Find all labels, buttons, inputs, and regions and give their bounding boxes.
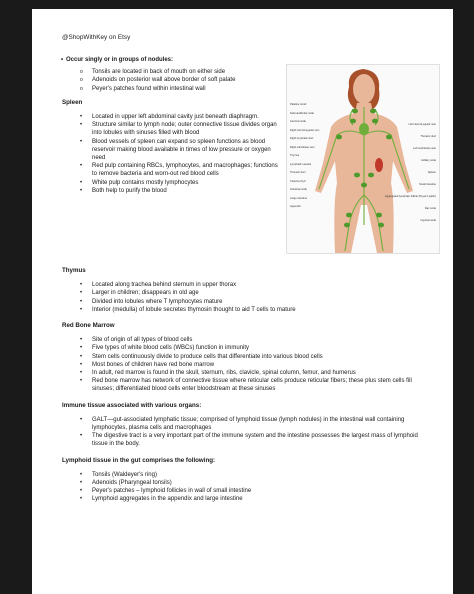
document-page <box>32 9 453 594</box>
nodules-intro: • Occur singly or in groups of nodules: <box>62 56 280 64</box>
gut-list <box>62 471 418 504</box>
list-item: • GALT—gut-associated lymphatic tissue; comprised of lymphoid tissue (lymph nodules) in the intestinal wall containing lymphocytes, plasma cells and macrophages <box>62 416 418 432</box>
lymph-node <box>370 109 376 114</box>
lymph-node <box>336 135 342 140</box>
list-item: • White pulp contains mostly lymphocytes <box>62 179 280 187</box>
lower-content <box>62 267 418 504</box>
gut-title: Lymphoid tissue in the gut comprises the following: <box>62 456 216 464</box>
lymph-node <box>346 213 352 218</box>
figure-label: Thoracic duct <box>420 135 436 138</box>
figure-label: Appendix <box>290 205 301 208</box>
list-item: • Adenoids (Pharyngeal tonsils) <box>62 479 418 487</box>
figure-label: Cisterna chyli <box>290 179 306 183</box>
figure-label: Thoracic duct <box>290 171 306 174</box>
list-item: • Blood vessels of spleen can expand so spleen functions as blood reservoir making blood available in times of low pressure or oxygen need <box>62 138 280 163</box>
figure-label: Iliac node <box>424 207 436 210</box>
list-item: • Stem cells continuously divide to produce cells that differentiate into various blood cells <box>62 353 418 361</box>
list-item: • Red pulp containing RBCs, lymphocytes, and macrophages; functions to remove bacteria and worn-out red blood cells <box>62 162 280 178</box>
list-item: • Located in upper left abdominal cavity just beneath diaphragm. <box>62 113 280 121</box>
list-item: o Peyer's patches found within intestinal wall <box>62 85 280 93</box>
list-item: • Interior (medulla) of lobule secretes thymosin thought to aid T cells to mature <box>62 306 418 314</box>
thymus-list <box>62 281 418 314</box>
lymph-node <box>344 223 350 228</box>
figure-label: Axillary node <box>421 159 436 162</box>
figure-label: Small intestine <box>419 183 436 186</box>
figure-label: Right subclavian vein <box>290 145 315 149</box>
figure-label: Palatine tonsil <box>290 103 307 106</box>
figure-label: Thymus <box>290 154 300 157</box>
figure-label: Spleen <box>427 171 436 174</box>
list-item: • Site of origin of all types of blood cells <box>62 336 418 344</box>
lymphatic-system-figure <box>286 64 440 254</box>
list-item: o Tonsils are located in back of mouth on either side <box>62 68 280 76</box>
figure-label: Cervical node <box>290 120 306 123</box>
list-item: o Adenoids on posterior wall above border of soft palate <box>62 76 280 84</box>
list-item: • The digestive tract is a very important part of the immune system and the intestine possesses the largest mass of lymphoid tissue in the body. <box>62 432 418 448</box>
lymph-node <box>352 109 358 114</box>
organs-list <box>62 416 418 449</box>
thymus-organ <box>359 123 369 135</box>
figure-label: Large intestine <box>290 196 308 200</box>
lymph-node <box>361 183 367 188</box>
lymph-node <box>372 119 378 124</box>
figure-label: Inguinal node <box>420 219 436 222</box>
nodules-list <box>62 68 280 93</box>
head-shape <box>353 74 375 104</box>
list-item: • In adult, red marrow is found in the skull, sternum, ribs, clavicle, spinal column, femur, and humerus <box>62 369 418 377</box>
list-item: • Lymphoid aggregates in the appendix and large intestine <box>62 495 418 503</box>
figure-label: Left internal jugular vein <box>408 123 436 126</box>
figure-label: Submandibular node <box>290 111 314 115</box>
list-item: • Both help to purify the blood <box>62 187 280 195</box>
list-item: • Larger in children; disappears in old age <box>62 289 418 297</box>
lymphatic-body-illustration <box>287 65 439 253</box>
lymph-node <box>376 213 382 218</box>
list-item: • Red bone marrow has network of connective tissue where reticular cells produce reticular fibers; these plus stem cells fill sinuses; differentiated blood cells enter bloodstream at these sinuses <box>62 377 418 393</box>
spleen-list <box>62 113 280 195</box>
list-item: • Five types of white blood cells (WBCs) function in immunity <box>62 344 418 352</box>
spleen-title: Spleen <box>62 98 83 106</box>
figure-label: Right lymphatic duct <box>290 137 314 140</box>
figure-label: Aggregated lymphatic follicle (Peyer's patch) <box>384 195 436 198</box>
marrow-title: Red Bone Marrow <box>62 322 115 330</box>
list-item: • Located along trachea behind sternum in upper thorax <box>62 281 418 289</box>
figure-label: Lymphatic vessels <box>290 162 312 166</box>
thymus-title: Thymus <box>62 267 86 274</box>
list-item: • Most bones of children have red bone marrow <box>62 361 418 369</box>
list-item: • Tonsils (Waldeyer's ring) <box>62 471 418 479</box>
page-header: @ShopWithKey on Etsy <box>62 34 131 41</box>
marrow-list <box>62 336 418 393</box>
left-column <box>62 56 280 195</box>
spleen-organ <box>375 158 383 172</box>
figure-label: Right internal jugular vein <box>290 128 320 132</box>
list-item: • Peyer's patches – lymphoid follicles in wall of small intestine <box>62 487 418 495</box>
list-item: • Divided into lobules where T lymphocytes mature <box>62 298 418 306</box>
list-item: • Structure similar to lymph node; outer connective tissue divides organ into lobules with sinuses filled with blood <box>62 121 280 137</box>
lymph-node <box>350 119 356 124</box>
figure-label: Intestinal node <box>290 188 307 191</box>
organs-title: Immune tissue associated with various organs: <box>62 401 202 409</box>
lymph-node <box>378 223 384 228</box>
lymph-node <box>368 173 374 178</box>
lymph-node <box>354 173 360 178</box>
figure-label: Left subclavian vein <box>413 147 436 150</box>
lymph-node <box>386 135 392 140</box>
